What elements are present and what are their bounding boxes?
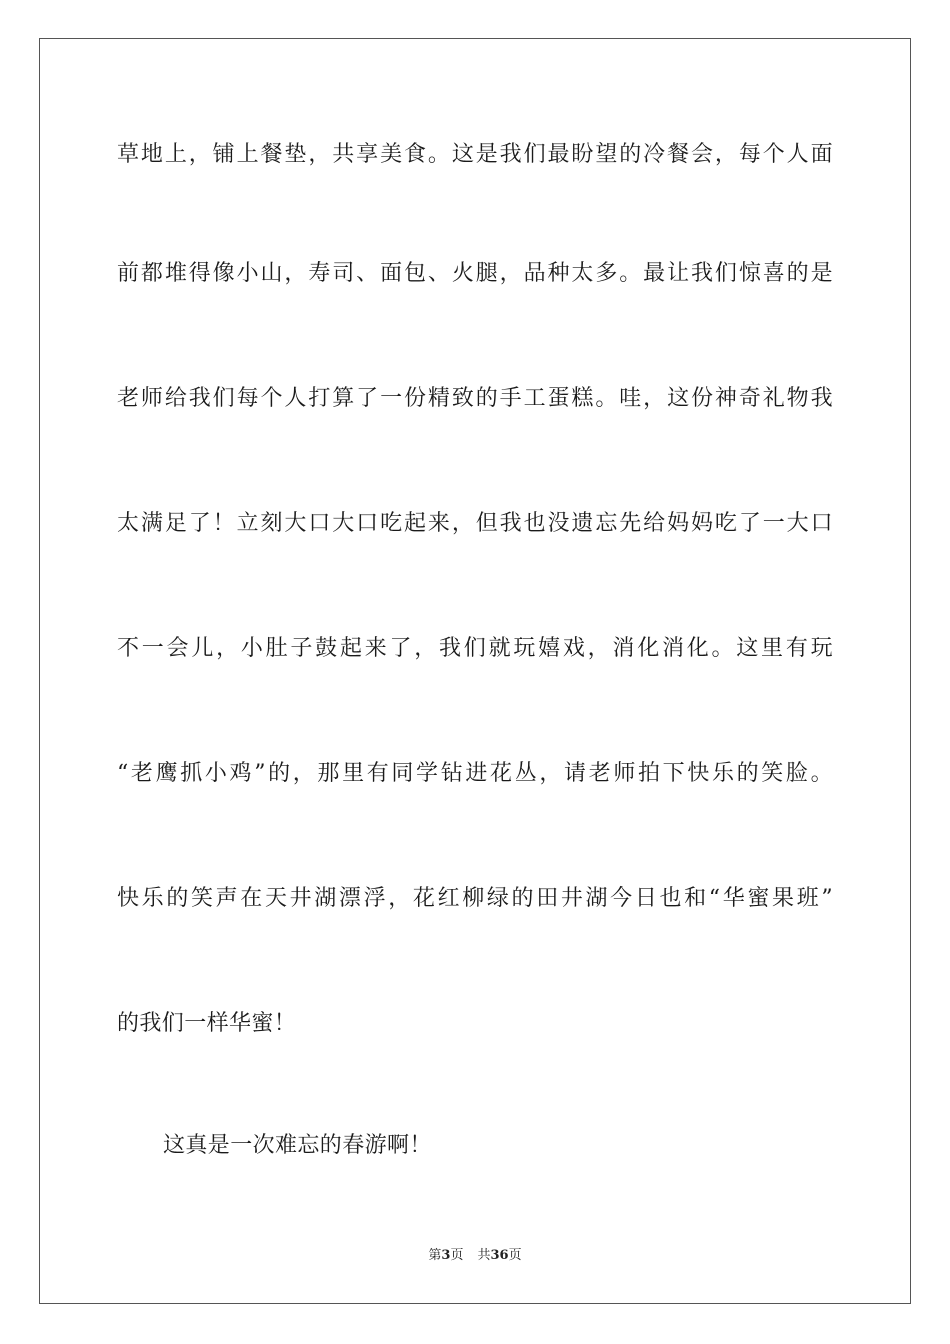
text-line-2: 前都堆得像小山，寿司、面包、火腿，品种太多。最让我们惊喜的是: [117, 261, 833, 286]
page-footer: [0, 1247, 950, 1265]
closing-sentence: 这真是一次难忘的春游啊！: [163, 1133, 432, 1158]
total-suffix: 页: [508, 1248, 522, 1263]
page-suffix: 页: [450, 1248, 464, 1263]
text-line-6: “老鹰抓小鸡”的，那里有同学钻进花丛，请老师拍下快乐的笑脸。: [117, 761, 833, 786]
text-line-8: 的我们一样华蜜！: [117, 1011, 297, 1036]
total-prefix: 共: [477, 1248, 491, 1263]
text-line-7: 快乐的笑声在天井湖漂浮，花红柳绿的田井湖今日也和“华蜜果班”: [117, 886, 833, 911]
text-line-1: 草地上，铺上餐垫，共享美食。这是我们最盼望的冷餐会，每个人面: [117, 142, 833, 167]
text-line-3: 老师给我们每个人打算了一份精致的手工蛋糕。哇，这份神奇礼物我: [117, 386, 833, 411]
total-pages: 36: [490, 1248, 509, 1263]
text-line-4: 太满足了！立刻大口大口吃起来，但我也没遗忘先给妈妈吃了一大口: [117, 511, 833, 536]
page-border: [39, 38, 911, 1304]
page-prefix: 第: [428, 1248, 442, 1263]
page-number: 3: [441, 1248, 451, 1263]
text-line-5: 不一会儿，小肚子鼓起来了，我们就玩嬉戏，消化消化。这里有玩: [117, 636, 833, 661]
